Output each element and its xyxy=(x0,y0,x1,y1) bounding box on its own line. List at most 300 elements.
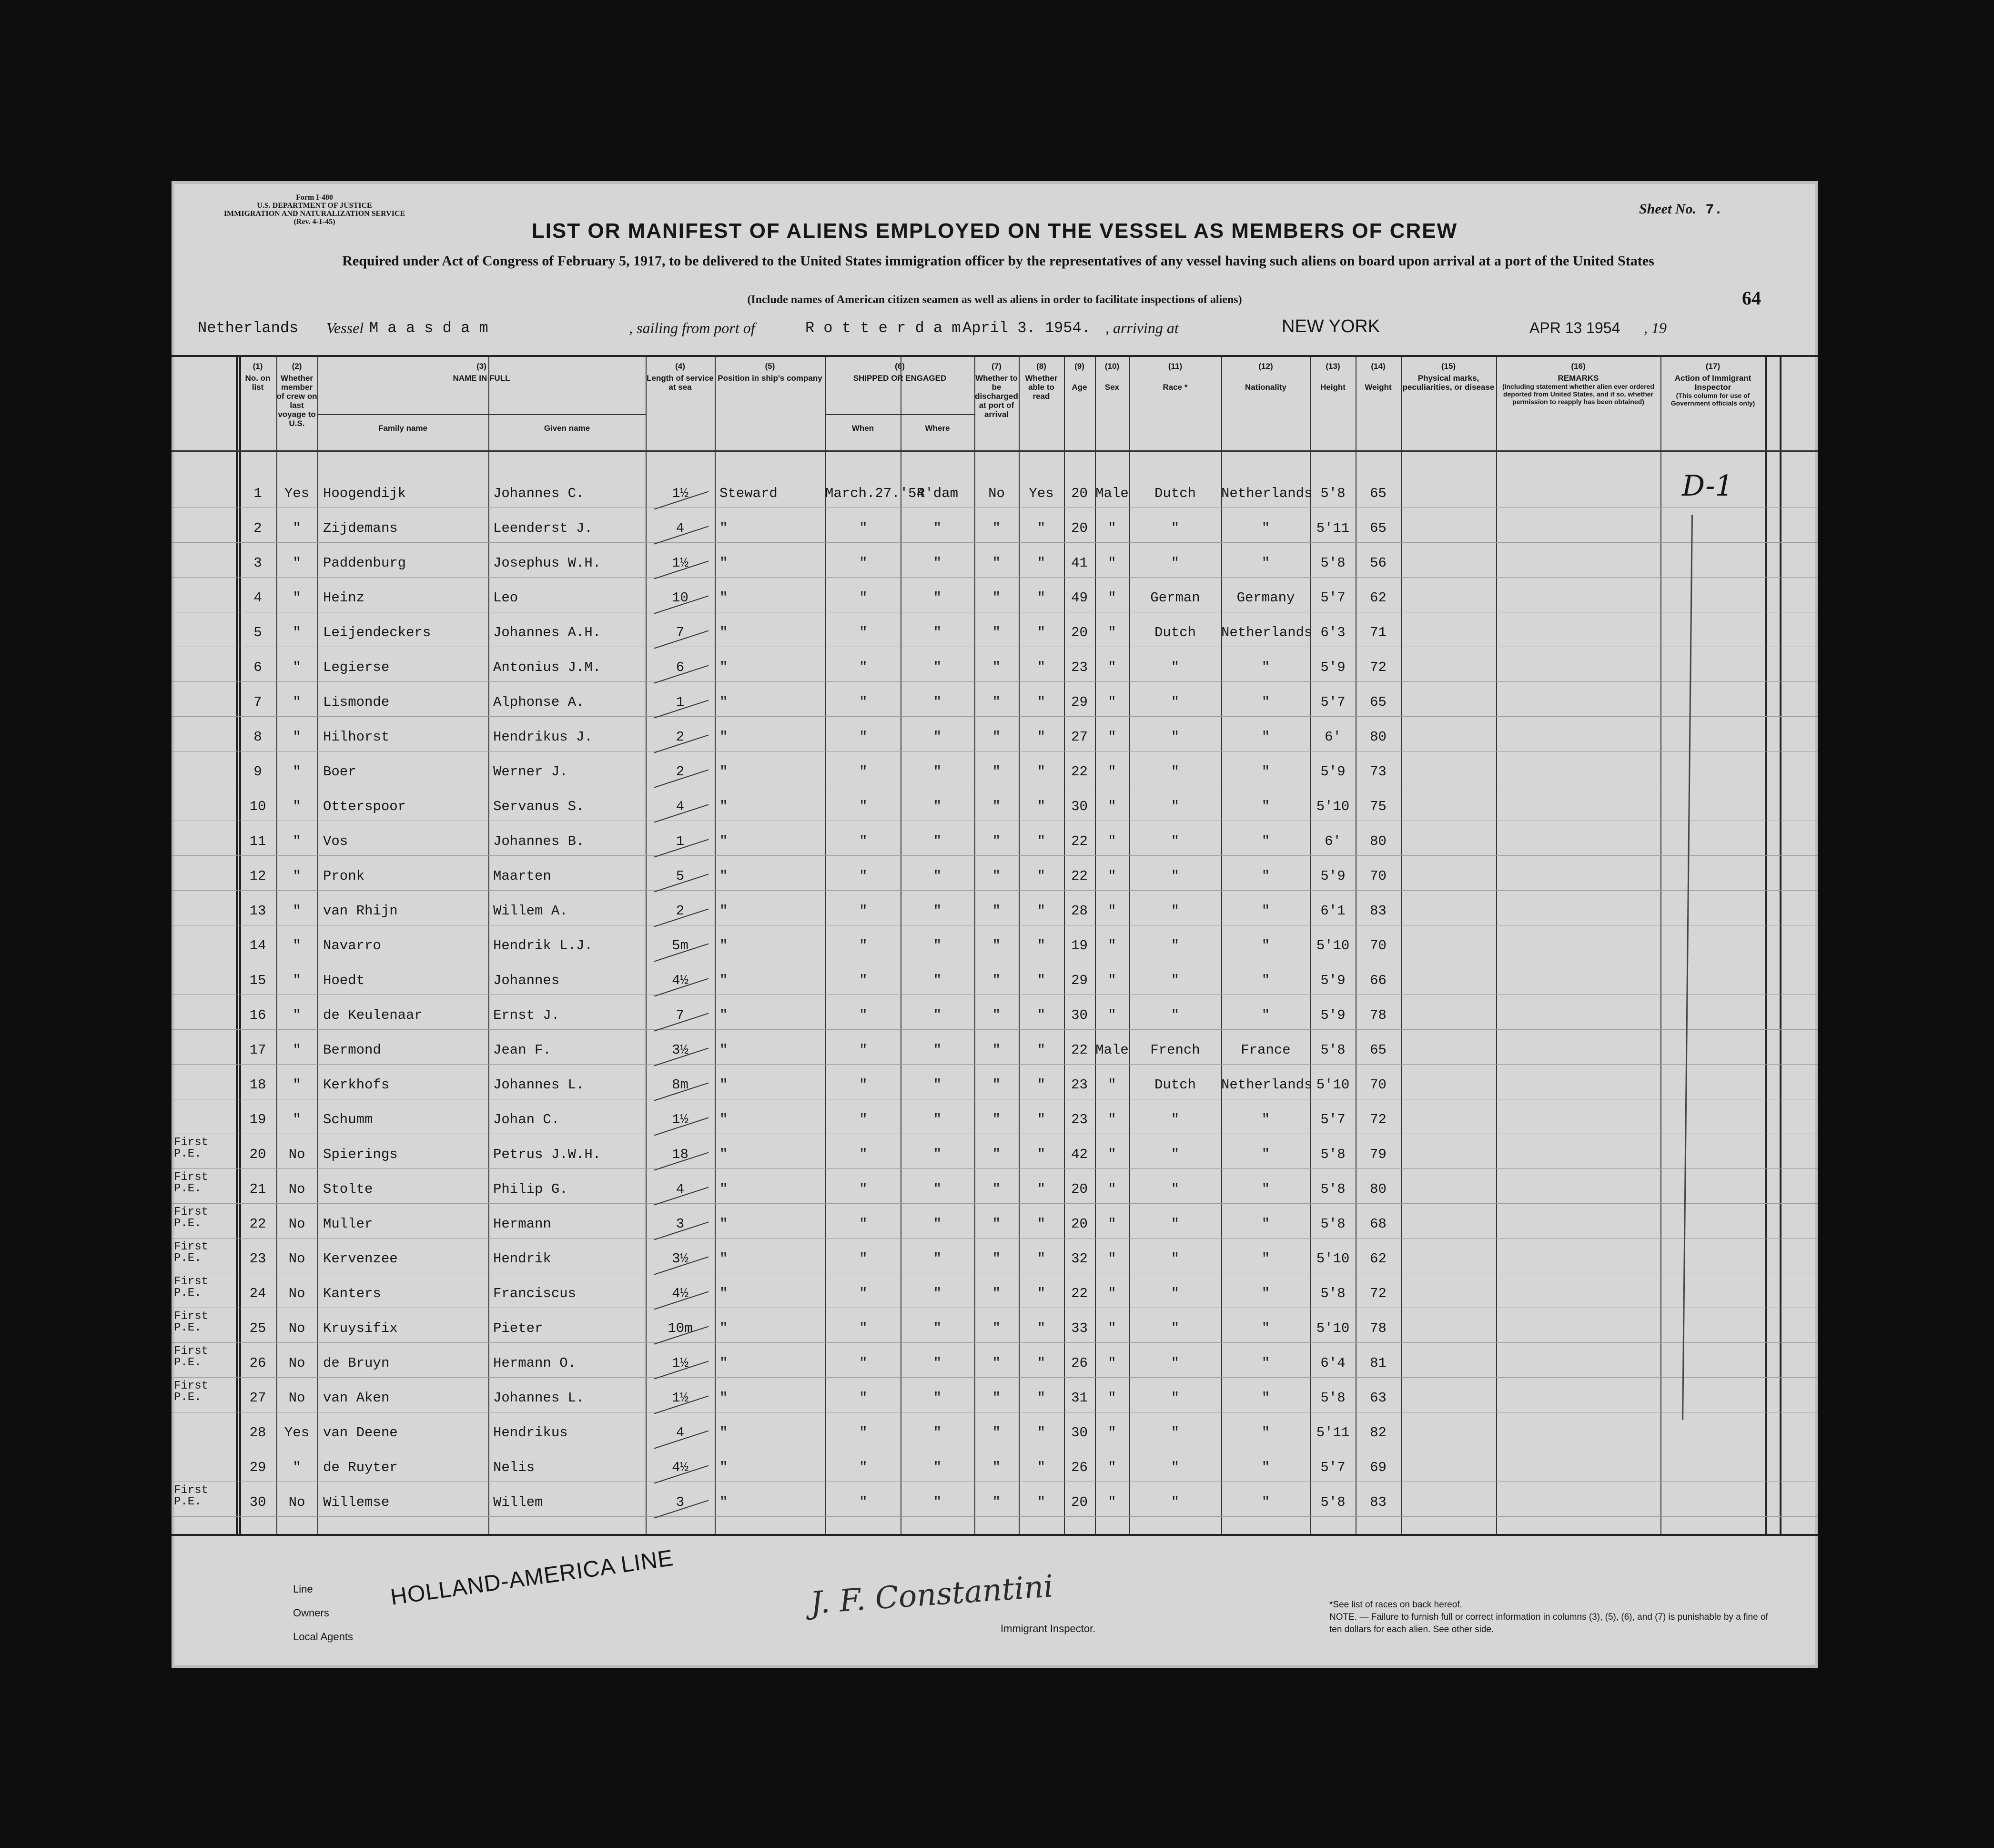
cell-family: Stolte xyxy=(323,1181,373,1197)
cell-weight: 78 xyxy=(1370,1320,1387,1336)
cell-sex: " xyxy=(1108,729,1116,745)
cell-height: 5'7 xyxy=(1320,1460,1346,1475)
cell-height: 5'8 xyxy=(1320,486,1346,501)
cell-service: 8m xyxy=(672,1077,688,1093)
cell-when: " xyxy=(859,555,868,571)
sheet-label: Sheet No. xyxy=(1639,201,1696,217)
inspector-mark: D-1 xyxy=(1682,469,1733,503)
cell-race: Dutch xyxy=(1154,625,1196,640)
cell-height: 5'8 xyxy=(1320,555,1346,571)
cell-where: " xyxy=(933,1355,942,1371)
cell-position: " xyxy=(719,660,728,675)
form-revision: (Rev. 4-1-45) xyxy=(294,218,335,226)
cell-service: 3 xyxy=(676,1216,685,1232)
cell-no: 23 xyxy=(249,1251,266,1267)
cell-age: 29 xyxy=(1071,694,1088,710)
cell-no: 11 xyxy=(249,833,266,849)
cell-weight: 75 xyxy=(1370,799,1387,814)
cell-discharged: " xyxy=(992,799,1001,814)
header-race: (11) Race * xyxy=(1163,362,1188,392)
cell-given: Jean F. xyxy=(493,1042,551,1058)
cell-weight: 80 xyxy=(1370,729,1387,745)
row-prefix-note: First P.E. xyxy=(174,1206,209,1230)
cell-race: German xyxy=(1150,590,1200,606)
header-given-name: Given name xyxy=(544,424,590,433)
cell-discharged: " xyxy=(992,1007,1001,1023)
cell-nationality: " xyxy=(1261,1007,1270,1023)
cell-given: Willem A. xyxy=(493,903,568,919)
cell-family: Otterspoor xyxy=(323,799,406,814)
cell-discharged: " xyxy=(992,1425,1001,1441)
cell-discharged: " xyxy=(992,1460,1001,1475)
cell-nationality: Germany xyxy=(1236,590,1295,606)
cell-last: " xyxy=(293,555,301,571)
cell-discharged: " xyxy=(992,1286,1001,1301)
cell-nationality: " xyxy=(1261,1251,1270,1267)
cell-service: 10m xyxy=(668,1320,693,1336)
header-inspector-action: (17) Action of Immigrant Inspector (This column for use of Government officials only) xyxy=(1670,362,1755,407)
cell-race: " xyxy=(1171,868,1180,884)
cell-where: " xyxy=(933,903,942,919)
service-name: IMMIGRATION AND NATURALIZATION SERVICE xyxy=(223,210,405,218)
cell-read: " xyxy=(1037,1042,1046,1058)
cell-age: 30 xyxy=(1071,1425,1088,1441)
cell-no: 12 xyxy=(249,868,266,884)
cell-given: Petrus J.W.H. xyxy=(493,1147,601,1162)
cell-discharged: " xyxy=(992,729,1001,745)
cell-height: 6' xyxy=(1325,833,1341,849)
cell-last: " xyxy=(293,1077,301,1093)
cell-nationality: " xyxy=(1261,799,1270,814)
cell-read: " xyxy=(1037,1425,1046,1441)
cell-read: " xyxy=(1037,1077,1046,1093)
cell-family: Heinz xyxy=(323,590,365,606)
cell-race: " xyxy=(1171,1286,1180,1301)
cell-nationality: " xyxy=(1261,694,1270,710)
header-sex: (10) Sex xyxy=(1104,362,1120,392)
cell-nationality: " xyxy=(1261,660,1270,675)
cell-height: 5'10 xyxy=(1316,938,1350,954)
cell-age: 33 xyxy=(1071,1320,1088,1336)
cell-last: " xyxy=(293,1460,301,1475)
cell-service: 1½ xyxy=(672,486,688,501)
cell-position: " xyxy=(719,1216,728,1232)
cell-where: " xyxy=(933,1147,942,1162)
cell-race: " xyxy=(1171,1147,1180,1162)
cell-nationality: Netherlands xyxy=(1221,486,1313,501)
cell-weight: 62 xyxy=(1370,1251,1387,1267)
cell-race: French xyxy=(1150,1042,1200,1058)
cell-service: 4 xyxy=(676,799,685,814)
cell-where: " xyxy=(933,729,942,745)
cell-service: 3½ xyxy=(672,1042,688,1058)
cell-where: " xyxy=(933,660,942,675)
cell-no: 20 xyxy=(249,1147,266,1162)
cell-weight: 72 xyxy=(1370,1286,1387,1301)
cell-last: " xyxy=(293,590,301,606)
cell-when: " xyxy=(859,1494,868,1510)
header-last-voyage: (2) Whether member of crew on last voyage to U.S. xyxy=(276,362,317,428)
cell-given: Leo xyxy=(493,590,518,606)
cell-race: " xyxy=(1171,1460,1180,1475)
cell-no: 13 xyxy=(249,903,266,919)
cell-position: " xyxy=(719,729,728,745)
cell-race: " xyxy=(1171,833,1180,849)
cell-when: " xyxy=(859,1320,868,1336)
cell-given: Franciscus xyxy=(493,1286,577,1301)
cell-when: " xyxy=(859,1390,868,1406)
cell-service: 1½ xyxy=(672,1390,688,1406)
header-physical-marks: (15) Physical marks, peculiarities, or disease xyxy=(1402,362,1495,392)
cell-weight: 79 xyxy=(1370,1147,1387,1162)
cell-weight: 83 xyxy=(1370,1494,1387,1510)
cell-read: " xyxy=(1037,1007,1046,1023)
header-when: When xyxy=(851,424,874,433)
cell-where: " xyxy=(933,694,942,710)
cell-position: " xyxy=(719,625,728,640)
cell-given: Leenderst J. xyxy=(493,520,593,536)
cell-weight: 80 xyxy=(1370,1181,1387,1197)
cell-height: 5'7 xyxy=(1320,694,1346,710)
cell-last: " xyxy=(293,938,301,954)
cell-height: 5'9 xyxy=(1320,1007,1346,1023)
arrival-port: NEW YORK xyxy=(1282,316,1380,336)
cell-given: Nelis xyxy=(493,1460,535,1475)
cell-no: 19 xyxy=(249,1112,266,1127)
cell-sex: " xyxy=(1108,1147,1116,1162)
cell-height: 5'10 xyxy=(1316,1251,1350,1267)
cell-height: 5'11 xyxy=(1316,520,1350,536)
cell-discharged: " xyxy=(992,1320,1001,1336)
cell-no: 25 xyxy=(249,1320,266,1336)
cell-weight: 72 xyxy=(1370,1112,1387,1127)
cell-weight: 62 xyxy=(1370,590,1387,606)
cell-age: 19 xyxy=(1071,938,1088,954)
cell-race: " xyxy=(1171,973,1180,988)
cell-last: No xyxy=(288,1320,305,1336)
cell-position: " xyxy=(719,1286,728,1301)
cell-given: Hermann xyxy=(493,1216,551,1232)
cell-race: " xyxy=(1171,1494,1180,1510)
header-family-name: Family name xyxy=(378,424,427,433)
cell-given: Hendrikus xyxy=(493,1425,568,1441)
cell-given: Antonius J.M. xyxy=(493,660,601,675)
cell-age: 20 xyxy=(1071,1181,1088,1197)
cell-position: " xyxy=(719,555,728,571)
header-name: (3) NAME IN FULL xyxy=(453,362,510,383)
cell-weight: 66 xyxy=(1370,973,1387,988)
cell-family: de Bruyn xyxy=(323,1355,390,1371)
cell-weight: 82 xyxy=(1370,1425,1387,1441)
cell-age: 30 xyxy=(1071,1007,1088,1023)
cell-sex: " xyxy=(1108,868,1116,884)
cell-last: No xyxy=(288,1390,305,1406)
cell-family: Kerkhofs xyxy=(323,1077,390,1093)
cell-family: Zijdemans xyxy=(323,520,398,536)
cell-last: " xyxy=(293,973,301,988)
header-position: (5) Position in ship's company xyxy=(718,362,822,383)
cell-family: van Rhijn xyxy=(323,903,398,919)
cell-race: " xyxy=(1171,1355,1180,1371)
cell-age: 23 xyxy=(1071,1077,1088,1093)
cell-no: 29 xyxy=(249,1460,266,1475)
cell-sex: " xyxy=(1108,1251,1116,1267)
cell-read: " xyxy=(1037,1181,1046,1197)
cell-weight: 65 xyxy=(1370,1042,1387,1058)
cell-age: 20 xyxy=(1071,1494,1088,1510)
row-prefix-note: First P.E. xyxy=(174,1275,209,1300)
cell-when: " xyxy=(859,625,868,640)
cell-no: 28 xyxy=(249,1425,266,1441)
cell-last: " xyxy=(293,868,301,884)
cell-age: 22 xyxy=(1071,764,1088,780)
cell-read: " xyxy=(1037,625,1046,640)
vessel-name: M a a s d a m xyxy=(369,319,488,337)
cell-service: 4½ xyxy=(672,1460,688,1475)
cell-last: No xyxy=(288,1216,305,1232)
cell-discharged: " xyxy=(992,1077,1001,1093)
cell-nationality: " xyxy=(1261,1216,1270,1232)
cell-height: 5'8 xyxy=(1320,1494,1346,1510)
cell-family: Boer xyxy=(323,764,356,780)
cell-age: 20 xyxy=(1071,625,1088,640)
cell-height: 5'10 xyxy=(1316,1320,1350,1336)
header-no: (1) No. on list xyxy=(245,362,271,392)
cell-position: " xyxy=(719,1494,728,1510)
cell-sex: " xyxy=(1108,799,1116,814)
page-number: 64 xyxy=(1742,287,1761,309)
cell-where: " xyxy=(933,1112,942,1127)
cell-weight: 65 xyxy=(1370,520,1387,536)
cell-when: " xyxy=(859,1216,868,1232)
cell-where: " xyxy=(933,1286,942,1301)
header-remarks: (16) REMARKS (Including statement whether alien ever ordered deported from United States, and if so, whether permission to reapply has been obtained) xyxy=(1502,362,1654,406)
cell-when: " xyxy=(859,520,868,536)
cell-when: " xyxy=(859,1181,868,1197)
cell-sex: " xyxy=(1108,694,1116,710)
cell-when: " xyxy=(859,1077,868,1093)
header-where: Where xyxy=(925,424,950,433)
cell-nationality: " xyxy=(1261,1425,1270,1441)
cell-where: " xyxy=(933,1007,942,1023)
cell-family: van Deene xyxy=(323,1425,398,1441)
cell-weight: 83 xyxy=(1370,903,1387,919)
cell-sex: " xyxy=(1108,1460,1116,1475)
cell-discharged: " xyxy=(992,555,1001,571)
cell-race: " xyxy=(1171,799,1180,814)
cell-weight: 70 xyxy=(1370,938,1387,954)
cell-position: " xyxy=(719,868,728,884)
cell-read: " xyxy=(1037,1494,1046,1510)
cell-read: " xyxy=(1037,1460,1046,1475)
cell-family: Kruysifix xyxy=(323,1320,398,1336)
cell-age: 30 xyxy=(1071,799,1088,814)
departure-port: R o t t e r d a m xyxy=(805,319,961,337)
cell-service: 4½ xyxy=(672,973,688,988)
cell-race: " xyxy=(1171,903,1180,919)
cell-height: 5'9 xyxy=(1320,868,1346,884)
footer-labels xyxy=(293,1577,353,1649)
cell-height: 5'10 xyxy=(1316,799,1350,814)
arriving-label: , arriving at xyxy=(1105,319,1179,336)
cell-family: Leijendeckers xyxy=(323,625,431,640)
cell-weight: 69 xyxy=(1370,1460,1387,1475)
cell-service: 2 xyxy=(676,729,685,745)
cell-read: " xyxy=(1037,938,1046,954)
cell-age: 22 xyxy=(1071,1042,1088,1058)
cell-given: Werner J. xyxy=(493,764,568,780)
header-discharged: (7) Whether to be discharged at port of arrival xyxy=(975,362,1018,419)
cell-age: 27 xyxy=(1071,729,1088,745)
cell-height: 6'3 xyxy=(1320,625,1346,640)
cell-position: " xyxy=(719,764,728,780)
cell-weight: 63 xyxy=(1370,1390,1387,1406)
cell-race: Dutch xyxy=(1154,486,1196,501)
cell-when: " xyxy=(859,833,868,849)
cell-height: 5'7 xyxy=(1320,590,1346,606)
cell-no: 14 xyxy=(249,938,266,954)
footer-notes xyxy=(1329,1599,1782,1636)
cell-sex: " xyxy=(1108,973,1116,988)
cell-last: " xyxy=(293,1112,301,1127)
cell-family: Schumm xyxy=(323,1112,373,1127)
cell-nationality: Netherlands xyxy=(1221,625,1313,640)
cell-sex: " xyxy=(1108,625,1116,640)
cell-position: " xyxy=(719,1425,728,1441)
cell-no: 26 xyxy=(249,1355,266,1371)
cell-race: " xyxy=(1171,1112,1180,1127)
cell-age: 20 xyxy=(1071,486,1088,501)
cell-family: Lismonde xyxy=(323,694,390,710)
cell-height: 5'8 xyxy=(1320,1216,1346,1232)
cell-read: " xyxy=(1037,903,1046,919)
cell-weight: 80 xyxy=(1370,833,1387,849)
cell-last: " xyxy=(293,799,301,814)
header-weight: (14) Weight xyxy=(1365,362,1392,392)
cell-age: 29 xyxy=(1071,973,1088,988)
form-number: Form I-480 xyxy=(296,193,333,202)
cell-service: 7 xyxy=(676,1007,685,1023)
cell-service: 2 xyxy=(676,903,685,919)
cell-read: " xyxy=(1037,1147,1046,1162)
cell-last: " xyxy=(293,1042,301,1058)
cell-when: " xyxy=(859,1007,868,1023)
header-nationality: (12) Nationality xyxy=(1245,362,1286,392)
cell-service: 5m xyxy=(672,938,688,954)
cell-weight: 65 xyxy=(1370,694,1387,710)
cell-age: 20 xyxy=(1071,520,1088,536)
cell-sex: " xyxy=(1108,1390,1116,1406)
cell-read: " xyxy=(1037,694,1046,710)
cell-sex: " xyxy=(1108,555,1116,571)
cell-service: 2 xyxy=(676,764,685,780)
row-prefix-note: First P.E. xyxy=(174,1345,209,1369)
cell-race: Dutch xyxy=(1154,1077,1196,1093)
cell-last: " xyxy=(293,729,301,745)
cell-when: " xyxy=(859,903,868,919)
cell-read: Yes xyxy=(1029,486,1054,501)
cell-where: " xyxy=(933,1181,942,1197)
cell-where: " xyxy=(933,1320,942,1336)
cell-when: " xyxy=(859,1042,868,1058)
cell-weight: 68 xyxy=(1370,1216,1387,1232)
cell-when: " xyxy=(859,1355,868,1371)
cell-read: " xyxy=(1037,1320,1046,1336)
cell-age: 26 xyxy=(1071,1460,1088,1475)
cell-race: " xyxy=(1171,764,1180,780)
cell-race: " xyxy=(1171,729,1180,745)
cell-given: Johannes xyxy=(493,973,560,988)
cell-age: 49 xyxy=(1071,590,1088,606)
cell-race: " xyxy=(1171,1425,1180,1441)
cell-sex: Male xyxy=(1095,486,1129,501)
cell-discharged: " xyxy=(992,694,1001,710)
cell-nationality: " xyxy=(1261,938,1270,954)
cell-when: " xyxy=(859,1147,868,1162)
cell-last: " xyxy=(293,833,301,849)
manifest-sheet xyxy=(172,181,1818,1668)
cell-when: " xyxy=(859,799,868,814)
cell-no: 9 xyxy=(253,764,262,780)
penalty-note: NOTE. — Failure to furnish full or correct information in columns (3), (5), (6), and (7) is punishable by a fine of ten dollars for each alien. See other side. xyxy=(1329,1612,1768,1635)
header-height: (13) Height xyxy=(1320,362,1346,392)
cell-when: " xyxy=(859,1112,868,1127)
cell-position: " xyxy=(719,1320,728,1336)
cell-sex: " xyxy=(1108,660,1116,675)
cell-nationality: " xyxy=(1261,729,1270,745)
cell-given: Ernst J. xyxy=(493,1007,560,1023)
cell-position: " xyxy=(719,1147,728,1162)
cell-nationality: " xyxy=(1261,1494,1270,1510)
cell-given: Josephus W.H. xyxy=(493,555,601,571)
cell-age: 20 xyxy=(1071,1216,1088,1232)
cell-height: 5'7 xyxy=(1320,1112,1346,1127)
cell-when: " xyxy=(859,590,868,606)
cell-service: 1 xyxy=(676,694,685,710)
cell-age: 26 xyxy=(1071,1355,1088,1371)
cell-read: " xyxy=(1037,799,1046,814)
cell-age: 31 xyxy=(1071,1390,1088,1406)
cell-race: " xyxy=(1171,660,1180,675)
cell-where: " xyxy=(933,764,942,780)
cell-weight: 70 xyxy=(1370,1077,1387,1093)
cell-sex: " xyxy=(1108,833,1116,849)
cell-family: Kervenzee xyxy=(323,1251,398,1267)
cell-where: " xyxy=(933,1216,942,1232)
races-note: *See list of races on back hereof. xyxy=(1329,1600,1462,1610)
cell-when: " xyxy=(859,694,868,710)
sailing-label: , sailing from port of xyxy=(629,319,755,336)
cell-sex: Male xyxy=(1095,1042,1129,1058)
cell-given: Johannes L. xyxy=(493,1077,585,1093)
cell-age: 28 xyxy=(1071,903,1088,919)
cell-position: " xyxy=(719,520,728,536)
cell-read: " xyxy=(1037,764,1046,780)
cell-discharged: " xyxy=(992,973,1001,988)
cell-where: " xyxy=(933,1251,942,1267)
cell-race: " xyxy=(1171,520,1180,536)
cell-given: Alphonse A. xyxy=(493,694,585,710)
cell-read: " xyxy=(1037,520,1046,536)
cell-last: No xyxy=(288,1251,305,1267)
cell-last: " xyxy=(293,694,301,710)
cell-read: " xyxy=(1037,1390,1046,1406)
cell-weight: 65 xyxy=(1370,486,1387,501)
cell-nationality: " xyxy=(1261,1112,1270,1127)
cell-when: " xyxy=(859,1286,868,1301)
cell-when: " xyxy=(859,660,868,675)
header-shipped: (6) SHIPPED OR ENGAGED xyxy=(853,362,947,383)
